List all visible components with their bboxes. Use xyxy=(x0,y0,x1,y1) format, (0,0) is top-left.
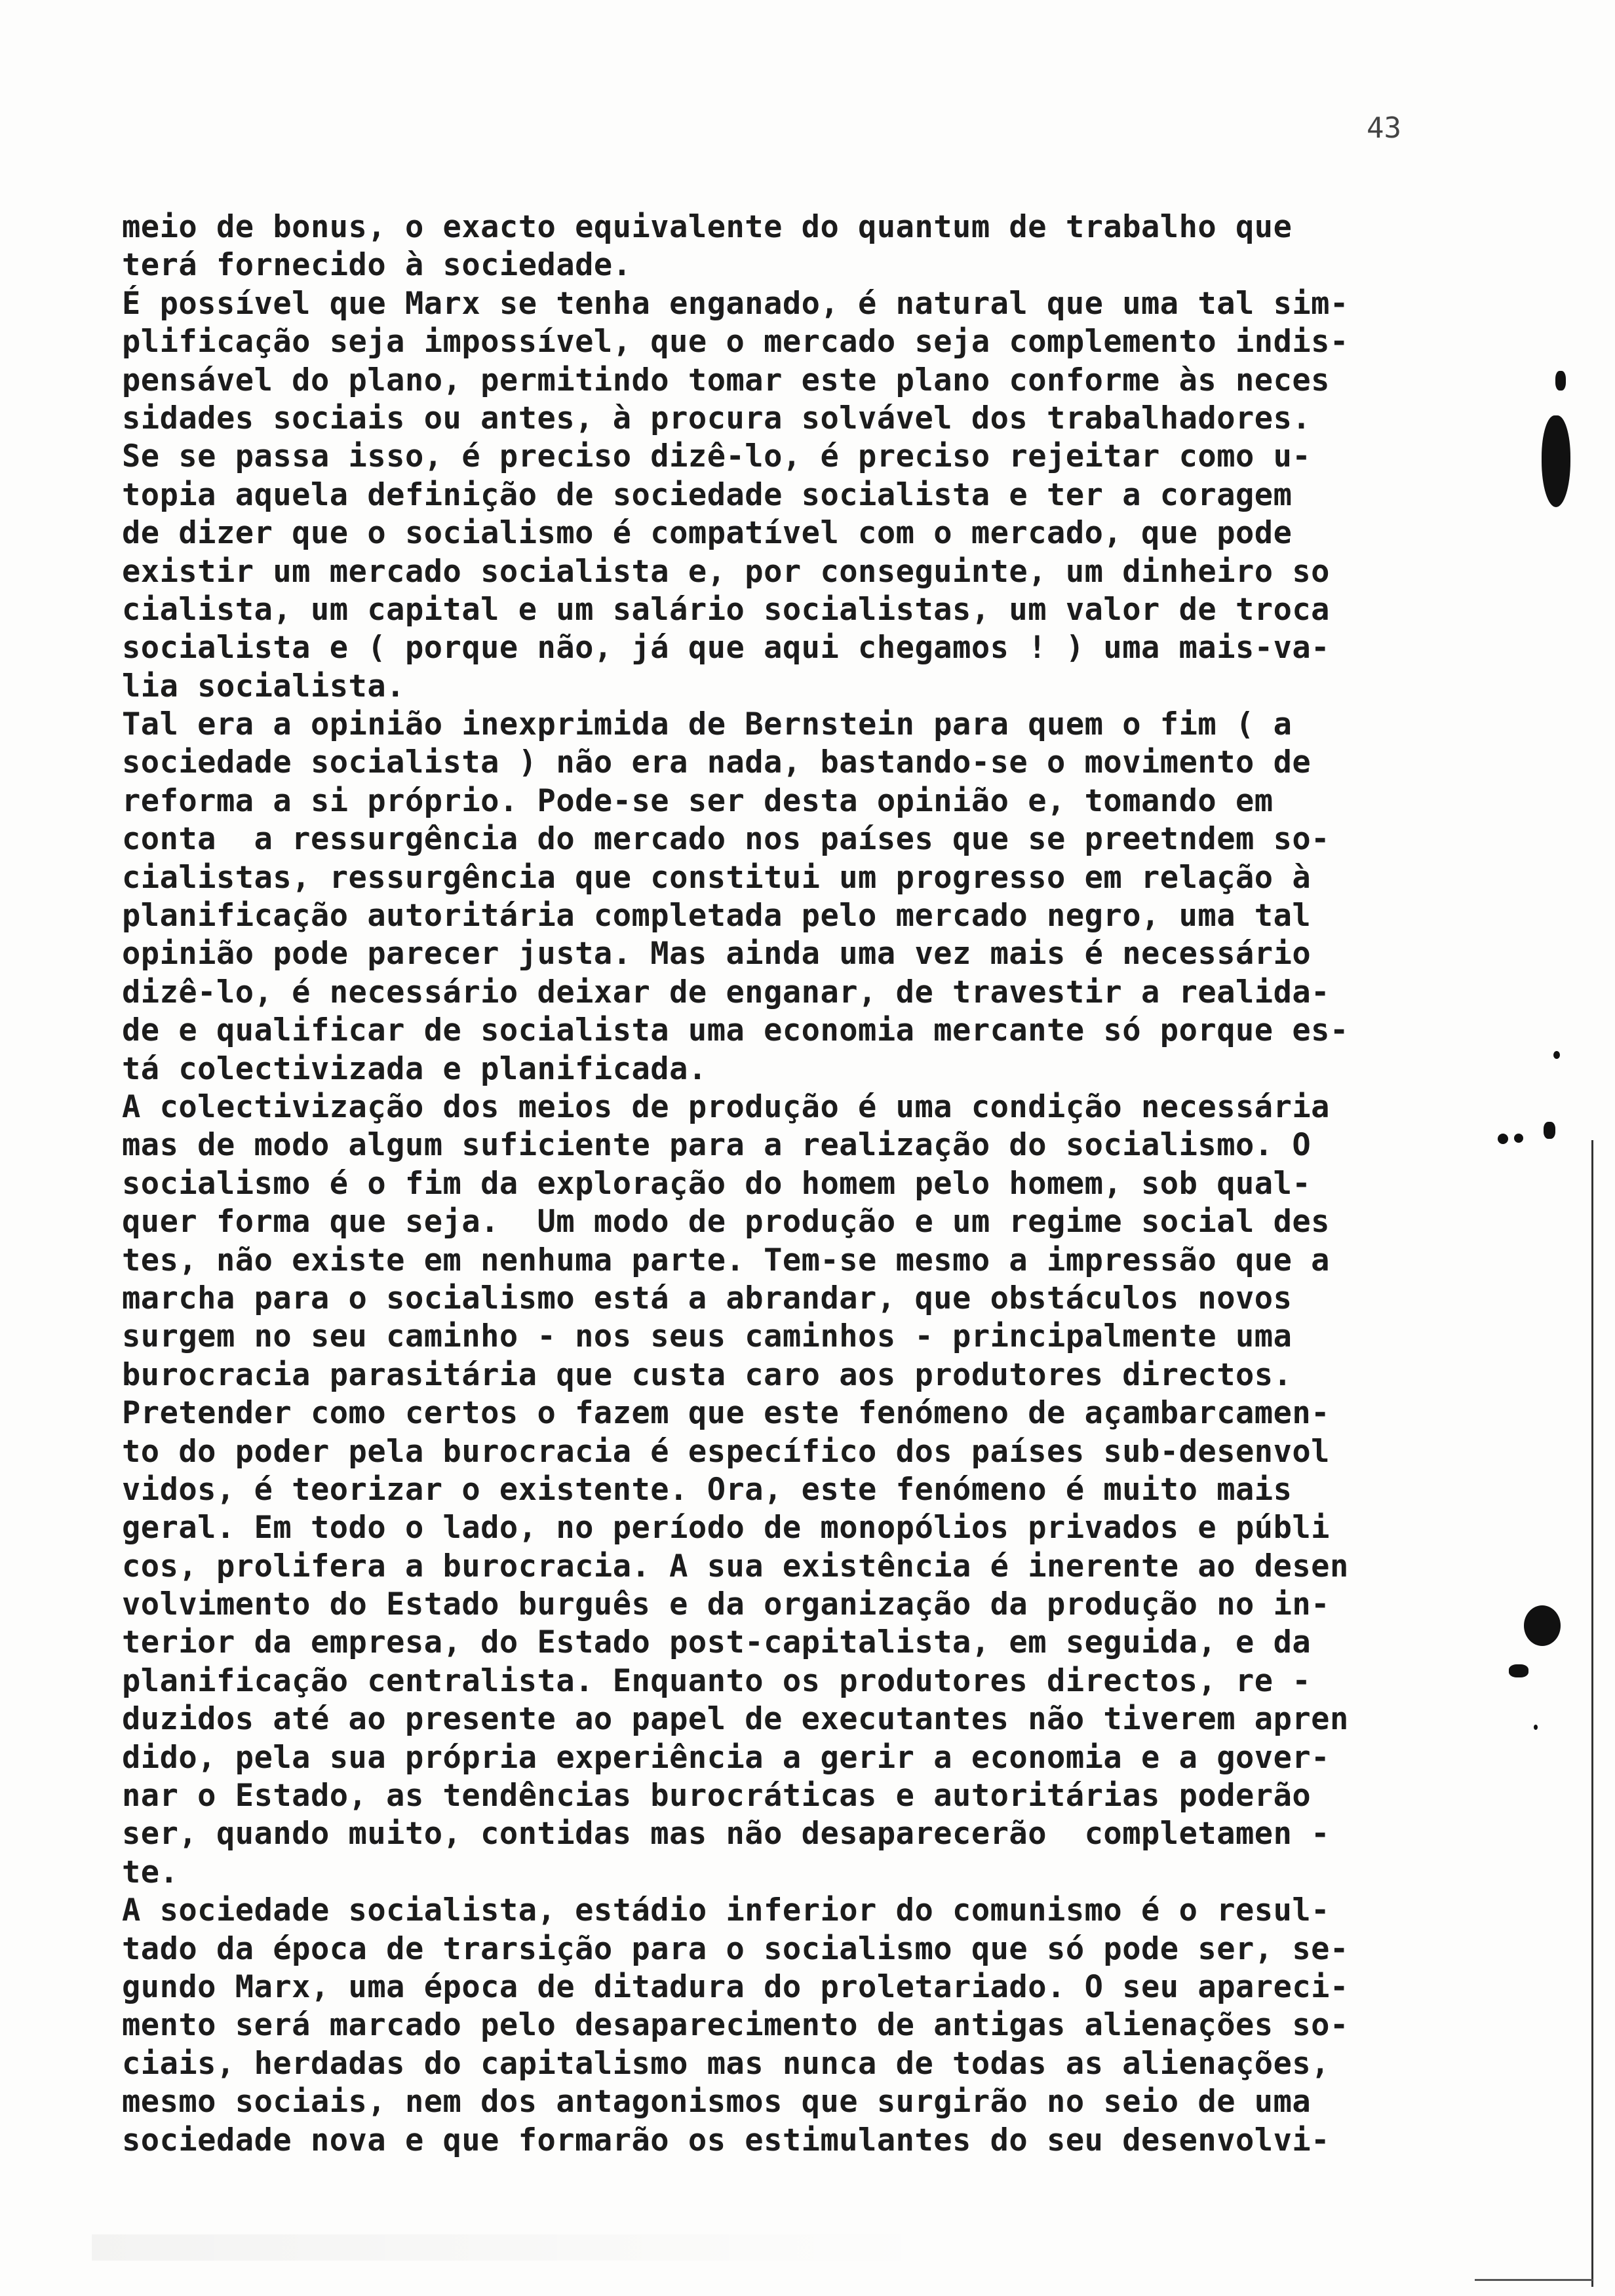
text-line: meio de bonus, o exacto equivalente do quantum de trabalho que xyxy=(122,209,1293,245)
text-line: Pretender como certos o fazem que este fenómeno de açambarcamen- xyxy=(122,1395,1330,1432)
text-line: cialista, um capital e um salário socialistas, um valor de troca xyxy=(122,591,1330,628)
text-line: Tal era a opinião inexprimida de Bernstein para quem o fim ( a xyxy=(122,706,1293,743)
text-line: socialismo é o fim da exploração do homem pelo homem, sob qual- xyxy=(122,1165,1312,1202)
ink-mark xyxy=(1544,1122,1555,1139)
text-line: gundo Marx, uma época de ditadura do proletariado. O seu apareci- xyxy=(122,1968,1349,2005)
margin-line xyxy=(1475,2279,1593,2281)
text-line: pensável do plano, permitindo tomar este plano conforme às neces xyxy=(122,362,1330,398)
text-line: tado da época de trarsição para o socialismo que só pode ser, se- xyxy=(122,1930,1349,1967)
text-line: A sociedade socialista, estádio inferior do comunismo é o resul- xyxy=(122,1892,1330,1929)
scan-smudge xyxy=(92,2234,944,2261)
text-line: burocracia parasitária que custa caro aos produtores directos. xyxy=(122,1356,1293,1393)
text-line: A colectivização dos meios de produção é uma condição necessária xyxy=(122,1088,1330,1125)
ink-mark xyxy=(1555,371,1566,391)
text-line: de dizer que o socialismo é compatível com o mercado, que pode xyxy=(122,515,1293,552)
text-line: dido, pela sua própria experiência a gerir a economia e a gover- xyxy=(122,1739,1330,1776)
text-line: marcha para o socialismo está a abrandar, que obstáculos novos xyxy=(122,1280,1293,1316)
text-line: conta a ressurgência do mercado nos países que se preetndem so- xyxy=(122,821,1330,858)
margin-line xyxy=(1591,1140,1593,2287)
body-text xyxy=(122,208,1466,2160)
text-line: Se se passa isso, é preciso dizê-lo, é preciso rejeitar como u- xyxy=(122,438,1312,475)
text-line: sociedade nova e que formarão os estimulantes do seu desenvolvi- xyxy=(122,2122,1330,2158)
text-line: dizê-lo, é necessário deixar de enganar, de travestir a realida- xyxy=(122,974,1330,1010)
text-line: cos, prolifera a burocracia. A sua existência é inerente ao desen xyxy=(122,1548,1349,1584)
text-line: tá colectivizada e planificada. xyxy=(122,1050,707,1087)
text-line: mas de modo algum suficiente para a realização do socialismo. O xyxy=(122,1127,1312,1164)
text-line: mesmo sociais, nem dos antagonismos que surgirão no seio de uma xyxy=(122,2084,1312,2120)
text-line: plificação seja impossível, que o mercado seja complemento indis- xyxy=(122,324,1349,360)
ink-dot xyxy=(1514,1134,1523,1143)
text-line: topia aquela definição de sociedade socialista e ter a coragem xyxy=(122,476,1293,513)
text-line: planificação centralista. Enquanto os produtores directos, re - xyxy=(122,1662,1312,1699)
text-line: de e qualificar de socialista uma economia mercante só porque es- xyxy=(122,1012,1349,1049)
text-line: quer forma que seja. Um modo de produção e um regime social des xyxy=(122,1204,1330,1240)
page-number: 43 xyxy=(1367,111,1401,145)
ink-blot xyxy=(1524,1605,1561,1646)
text-line: te. xyxy=(122,1854,179,1890)
text-line: existir um mercado socialista e, por conseguinte, um dinheiro so xyxy=(122,553,1330,590)
text-line: surgem no seu caminho - nos seus caminhos - principalmente uma xyxy=(122,1318,1293,1355)
text-line: socialista e ( porque não, já que aqui chegamos ! ) uma mais-va- xyxy=(122,630,1330,666)
text-line: volvimento do Estado burguês e da organização da produção no in- xyxy=(122,1586,1330,1623)
text-line: cialistas, ressurgência que constitui um progresso em relação à xyxy=(122,859,1312,896)
text-line: opinião pode parecer justa. Mas ainda uma vez mais é necessário xyxy=(122,936,1312,972)
text-line: sociedade socialista ) não era nada, bastando-se o movimento de xyxy=(122,744,1312,781)
text-line: duzidos até ao presente ao papel de executantes não tiverem apren xyxy=(122,1701,1349,1738)
text-line: ciais, herdadas do capitalismo mas nunca de todas as alienações, xyxy=(122,2045,1330,2082)
text-line: ser, quando muito, contidas mas não desaparecerão completamen - xyxy=(122,1816,1330,1852)
text-line: geral. Em todo o lado, no período de monopólios privados e públi xyxy=(122,1510,1330,1546)
text-line: mento será marcado pelo desaparecimento de antigas alienações so- xyxy=(122,2007,1349,2044)
text-line: reforma a si próprio. Pode-se ser desta opinião e, tomando em xyxy=(122,782,1274,819)
text-line: planificação autoritária completada pelo mercado negro, uma tal xyxy=(122,898,1312,934)
text-line: tes, não existe em nenhuma parte. Tem-se mesmo a impressão que a xyxy=(122,1242,1330,1278)
text-line: terior da empresa, do Estado post-capitalista, em seguida, e da xyxy=(122,1624,1312,1661)
text-line: É possível que Marx se tenha enganado, é natural que uma tal sim- xyxy=(122,285,1349,322)
text-line: lia socialista. xyxy=(122,668,405,704)
ink-mark xyxy=(1509,1664,1528,1677)
text-line: sidades sociais ou antes, à procura solvável dos trabalhadores. xyxy=(122,400,1312,436)
text-line: nar o Estado, as tendências burocráticas e autoritárias poderão xyxy=(122,1778,1312,1814)
ink-dot xyxy=(1498,1134,1508,1144)
text-line: to do poder pela burocracia é específico dos países sub-desenvol xyxy=(122,1433,1330,1470)
text-line: terá fornecido à sociedade. xyxy=(122,247,632,284)
ink-blot xyxy=(1542,415,1570,507)
text-line: vidos, é teorizar o existente. Ora, este fenómeno é muito mais xyxy=(122,1471,1293,1508)
ink-dot xyxy=(1534,1725,1538,1730)
ink-dot xyxy=(1553,1051,1560,1059)
